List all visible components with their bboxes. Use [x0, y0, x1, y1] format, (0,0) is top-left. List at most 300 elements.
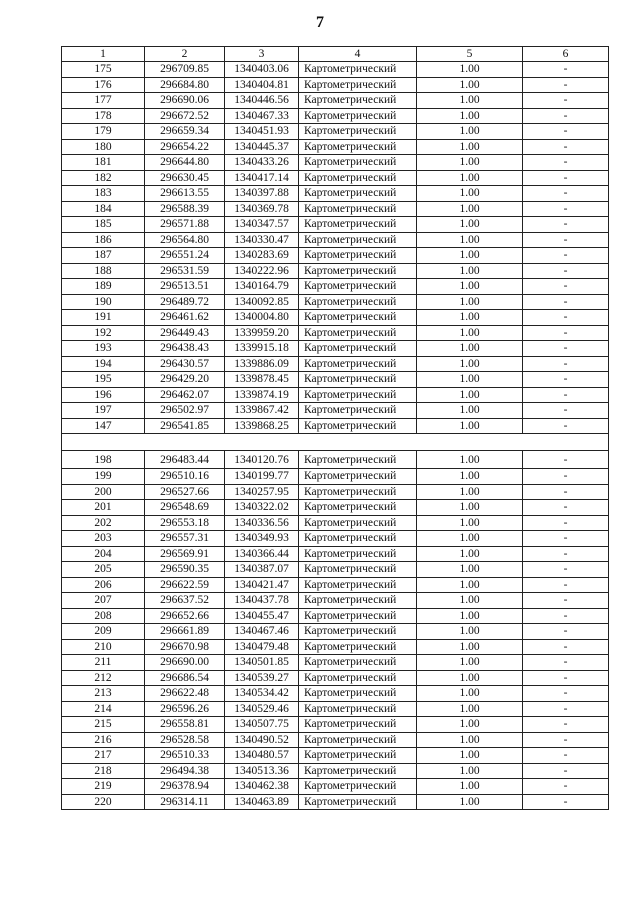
point-number-cell: 187	[62, 248, 145, 264]
table-row	[62, 217, 609, 233]
method-cell: Картометрический	[299, 186, 417, 202]
accuracy-cell: 1.00	[417, 310, 523, 326]
method-cell: Картометрический	[299, 387, 417, 403]
point-number-cell: 189	[62, 279, 145, 295]
accuracy-cell: 1.00	[417, 279, 523, 295]
y-coordinate-cell: 1340451.93	[225, 124, 299, 140]
point-number-cell: 176	[62, 77, 145, 93]
description-cell: -	[523, 93, 609, 109]
x-coordinate-cell: 296690.06	[145, 93, 225, 109]
accuracy-cell: 1.00	[417, 139, 523, 155]
table-row	[62, 325, 609, 341]
description-cell: -	[523, 341, 609, 357]
accuracy-cell: 1.00	[417, 500, 523, 516]
method-cell: Картометрический	[299, 794, 417, 810]
point-number-cell: 203	[62, 531, 145, 547]
accuracy-cell: 1.00	[417, 186, 523, 202]
method-cell: Картометрический	[299, 403, 417, 419]
description-cell: -	[523, 655, 609, 671]
description-cell: -	[523, 155, 609, 171]
method-cell: Картометрический	[299, 372, 417, 388]
y-coordinate-cell: 1339886.09	[225, 356, 299, 372]
point-number-cell: 182	[62, 170, 145, 186]
table-row	[62, 748, 609, 764]
x-coordinate-cell: 296659.34	[145, 124, 225, 140]
x-coordinate-cell: 296449.43	[145, 325, 225, 341]
x-coordinate-cell: 296438.43	[145, 341, 225, 357]
table-row	[62, 562, 609, 578]
method-cell: Картометрический	[299, 170, 417, 186]
table-row	[62, 794, 609, 810]
point-number-cell: 204	[62, 546, 145, 562]
x-coordinate-cell: 296541.85	[145, 418, 225, 434]
accuracy-cell: 1.00	[417, 341, 523, 357]
table-row	[62, 201, 609, 217]
description-cell: -	[523, 124, 609, 140]
method-cell: Картометрический	[299, 451, 417, 469]
x-coordinate-cell: 296690.00	[145, 655, 225, 671]
method-cell: Картометрический	[299, 248, 417, 264]
point-number-cell: 188	[62, 263, 145, 279]
accuracy-cell: 1.00	[417, 701, 523, 717]
table-row	[62, 484, 609, 500]
description-cell: -	[523, 717, 609, 733]
description-cell: -	[523, 263, 609, 279]
point-number-cell: 216	[62, 732, 145, 748]
method-cell: Картометрический	[299, 500, 417, 516]
table-header-row	[62, 47, 609, 62]
table-row	[62, 593, 609, 609]
table-row	[62, 155, 609, 171]
table-row	[62, 418, 609, 434]
point-number-cell: 186	[62, 232, 145, 248]
accuracy-cell: 1.00	[417, 794, 523, 810]
y-coordinate-cell: 1340330.47	[225, 232, 299, 248]
table-row	[62, 403, 609, 419]
x-coordinate-cell: 296513.51	[145, 279, 225, 295]
description-cell: -	[523, 186, 609, 202]
point-number-cell: 200	[62, 484, 145, 500]
y-coordinate-cell: 1340490.52	[225, 732, 299, 748]
y-coordinate-cell: 1340479.48	[225, 639, 299, 655]
accuracy-cell: 1.00	[417, 655, 523, 671]
method-cell: Картометрический	[299, 624, 417, 640]
point-number-cell: 207	[62, 593, 145, 609]
y-coordinate-cell: 1340421.47	[225, 577, 299, 593]
y-coordinate-cell: 1340446.56	[225, 93, 299, 109]
table-row	[62, 531, 609, 547]
description-cell: -	[523, 217, 609, 233]
description-cell: -	[523, 108, 609, 124]
method-cell: Картометрический	[299, 356, 417, 372]
point-number-cell: 193	[62, 341, 145, 357]
accuracy-cell: 1.00	[417, 763, 523, 779]
table-row	[62, 341, 609, 357]
y-coordinate-cell: 1340004.80	[225, 310, 299, 326]
method-cell: Картометрический	[299, 325, 417, 341]
point-number-cell: 210	[62, 639, 145, 655]
y-coordinate-cell: 1340403.06	[225, 62, 299, 78]
method-cell: Картометрический	[299, 577, 417, 593]
y-coordinate-cell: 1340529.46	[225, 701, 299, 717]
y-coordinate-cell: 1340480.57	[225, 748, 299, 764]
point-number-cell: 199	[62, 469, 145, 485]
point-number-cell: 202	[62, 515, 145, 531]
method-cell: Картометрический	[299, 717, 417, 733]
x-coordinate-cell: 296571.88	[145, 217, 225, 233]
description-cell: -	[523, 325, 609, 341]
point-number-cell: 181	[62, 155, 145, 171]
y-coordinate-cell: 1340397.88	[225, 186, 299, 202]
x-coordinate-cell: 296644.80	[145, 155, 225, 171]
accuracy-cell: 1.00	[417, 325, 523, 341]
accuracy-cell: 1.00	[417, 624, 523, 640]
y-coordinate-cell: 1340347.57	[225, 217, 299, 233]
accuracy-cell: 1.00	[417, 546, 523, 562]
method-cell: Картометрический	[299, 562, 417, 578]
point-number-cell: 195	[62, 372, 145, 388]
method-cell: Картометрический	[299, 484, 417, 500]
accuracy-cell: 1.00	[417, 155, 523, 171]
table-row	[62, 108, 609, 124]
description-cell: -	[523, 686, 609, 702]
method-cell: Картометрический	[299, 655, 417, 671]
x-coordinate-cell: 296494.38	[145, 763, 225, 779]
description-cell: -	[523, 484, 609, 500]
x-coordinate-cell: 296637.52	[145, 593, 225, 609]
accuracy-cell: 1.00	[417, 372, 523, 388]
y-coordinate-cell: 1340463.89	[225, 794, 299, 810]
table-row	[62, 717, 609, 733]
description-cell: -	[523, 732, 609, 748]
x-coordinate-cell: 296709.85	[145, 62, 225, 78]
method-cell: Картометрический	[299, 418, 417, 434]
accuracy-cell: 1.00	[417, 217, 523, 233]
x-coordinate-cell: 296531.59	[145, 263, 225, 279]
accuracy-cell: 1.00	[417, 469, 523, 485]
x-coordinate-cell: 296430.57	[145, 356, 225, 372]
point-number-cell: 206	[62, 577, 145, 593]
x-coordinate-cell: 296630.45	[145, 170, 225, 186]
point-number-cell: 212	[62, 670, 145, 686]
x-coordinate-cell: 296661.89	[145, 624, 225, 640]
coordinates-table	[61, 46, 609, 810]
x-coordinate-cell: 296483.44	[145, 451, 225, 469]
x-coordinate-cell: 296588.39	[145, 201, 225, 217]
point-number-cell: 185	[62, 217, 145, 233]
description-cell: -	[523, 139, 609, 155]
table-row	[62, 294, 609, 310]
method-cell: Картометрический	[299, 748, 417, 764]
description-cell: -	[523, 62, 609, 78]
x-coordinate-cell: 296670.98	[145, 639, 225, 655]
accuracy-cell: 1.00	[417, 670, 523, 686]
table-row	[62, 124, 609, 140]
x-coordinate-cell: 296551.24	[145, 248, 225, 264]
column-header: 6	[523, 47, 609, 62]
description-cell: -	[523, 356, 609, 372]
table-row	[62, 372, 609, 388]
description-cell: -	[523, 294, 609, 310]
y-coordinate-cell: 1340404.81	[225, 77, 299, 93]
column-header: 3	[225, 47, 299, 62]
y-coordinate-cell: 1340539.27	[225, 670, 299, 686]
method-cell: Картометрический	[299, 515, 417, 531]
method-cell: Картометрический	[299, 686, 417, 702]
description-cell: -	[523, 593, 609, 609]
x-coordinate-cell: 296548.69	[145, 500, 225, 516]
x-coordinate-cell: 296558.81	[145, 717, 225, 733]
table-row	[62, 62, 609, 78]
x-coordinate-cell: 296502.97	[145, 403, 225, 419]
point-number-cell: 213	[62, 686, 145, 702]
description-cell: -	[523, 577, 609, 593]
x-coordinate-cell: 296686.54	[145, 670, 225, 686]
column-header: 5	[417, 47, 523, 62]
description-cell: -	[523, 546, 609, 562]
method-cell: Картометрический	[299, 279, 417, 295]
x-coordinate-cell: 296622.48	[145, 686, 225, 702]
x-coordinate-cell: 296684.80	[145, 77, 225, 93]
accuracy-cell: 1.00	[417, 356, 523, 372]
description-cell: -	[523, 779, 609, 795]
point-number-cell: 190	[62, 294, 145, 310]
description-cell: -	[523, 310, 609, 326]
table-row	[62, 356, 609, 372]
point-number-cell: 217	[62, 748, 145, 764]
table-row	[62, 763, 609, 779]
accuracy-cell: 1.00	[417, 639, 523, 655]
point-number-cell: 175	[62, 62, 145, 78]
y-coordinate-cell: 1340513.36	[225, 763, 299, 779]
point-number-cell: 194	[62, 356, 145, 372]
point-number-cell: 205	[62, 562, 145, 578]
table-row	[62, 670, 609, 686]
y-coordinate-cell: 1339874.19	[225, 387, 299, 403]
table-row	[62, 732, 609, 748]
description-cell: -	[523, 701, 609, 717]
y-coordinate-cell: 1340366.44	[225, 546, 299, 562]
x-coordinate-cell: 296557.31	[145, 531, 225, 547]
point-number-cell: 215	[62, 717, 145, 733]
table-row	[62, 701, 609, 717]
accuracy-cell: 1.00	[417, 62, 523, 78]
point-number-cell: 180	[62, 139, 145, 155]
method-cell: Картометрический	[299, 155, 417, 171]
y-coordinate-cell: 1340283.69	[225, 248, 299, 264]
description-cell: -	[523, 248, 609, 264]
y-coordinate-cell: 1340369.78	[225, 201, 299, 217]
x-coordinate-cell: 296672.52	[145, 108, 225, 124]
description-cell: -	[523, 624, 609, 640]
table-row	[62, 546, 609, 562]
method-cell: Картометрический	[299, 469, 417, 485]
x-coordinate-cell: 296528.58	[145, 732, 225, 748]
description-cell: -	[523, 794, 609, 810]
description-cell: -	[523, 418, 609, 434]
accuracy-cell: 1.00	[417, 686, 523, 702]
method-cell: Картометрический	[299, 201, 417, 217]
description-cell: -	[523, 77, 609, 93]
method-cell: Картометрический	[299, 294, 417, 310]
block-separator-row	[62, 434, 609, 451]
description-cell: -	[523, 670, 609, 686]
point-number-cell: 219	[62, 779, 145, 795]
method-cell: Картометрический	[299, 232, 417, 248]
description-cell: -	[523, 387, 609, 403]
method-cell: Картометрический	[299, 93, 417, 109]
description-cell: -	[523, 748, 609, 764]
method-cell: Картометрический	[299, 763, 417, 779]
table-row	[62, 779, 609, 795]
table-row	[62, 310, 609, 326]
y-coordinate-cell: 1340199.77	[225, 469, 299, 485]
method-cell: Картометрический	[299, 779, 417, 795]
accuracy-cell: 1.00	[417, 732, 523, 748]
method-cell: Картометрический	[299, 108, 417, 124]
description-cell: -	[523, 500, 609, 516]
y-coordinate-cell: 1340387.07	[225, 562, 299, 578]
x-coordinate-cell: 296314.11	[145, 794, 225, 810]
y-coordinate-cell: 1340455.47	[225, 608, 299, 624]
accuracy-cell: 1.00	[417, 608, 523, 624]
method-cell: Картометрический	[299, 732, 417, 748]
method-cell: Картометрический	[299, 310, 417, 326]
x-coordinate-cell: 296429.20	[145, 372, 225, 388]
description-cell: -	[523, 515, 609, 531]
point-number-cell: 214	[62, 701, 145, 717]
method-cell: Картометрический	[299, 217, 417, 233]
y-coordinate-cell: 1340257.95	[225, 484, 299, 500]
method-cell: Картометрический	[299, 77, 417, 93]
accuracy-cell: 1.00	[417, 779, 523, 795]
table-row	[62, 577, 609, 593]
point-number-cell: 208	[62, 608, 145, 624]
point-number-cell: 211	[62, 655, 145, 671]
x-coordinate-cell: 296462.07	[145, 387, 225, 403]
accuracy-cell: 1.00	[417, 124, 523, 140]
x-coordinate-cell: 296622.59	[145, 577, 225, 593]
method-cell: Картометрический	[299, 139, 417, 155]
y-coordinate-cell: 1340437.78	[225, 593, 299, 609]
x-coordinate-cell: 296613.55	[145, 186, 225, 202]
table-body	[62, 47, 609, 810]
accuracy-cell: 1.00	[417, 248, 523, 264]
description-cell: -	[523, 232, 609, 248]
y-coordinate-cell: 1339867.42	[225, 403, 299, 419]
point-number-cell: 218	[62, 763, 145, 779]
description-cell: -	[523, 403, 609, 419]
y-coordinate-cell: 1339878.45	[225, 372, 299, 388]
accuracy-cell: 1.00	[417, 77, 523, 93]
description-cell: -	[523, 372, 609, 388]
y-coordinate-cell: 1340445.37	[225, 139, 299, 155]
point-number-cell: 178	[62, 108, 145, 124]
table-row	[62, 515, 609, 531]
x-coordinate-cell: 296510.33	[145, 748, 225, 764]
x-coordinate-cell: 296596.26	[145, 701, 225, 717]
accuracy-cell: 1.00	[417, 232, 523, 248]
table-row	[62, 469, 609, 485]
point-number-cell: 183	[62, 186, 145, 202]
y-coordinate-cell: 1339915.18	[225, 341, 299, 357]
x-coordinate-cell: 296652.66	[145, 608, 225, 624]
description-cell: -	[523, 639, 609, 655]
table-row	[62, 608, 609, 624]
y-coordinate-cell: 1340164.79	[225, 279, 299, 295]
y-coordinate-cell: 1339868.25	[225, 418, 299, 434]
table-row	[62, 624, 609, 640]
x-coordinate-cell: 296590.35	[145, 562, 225, 578]
accuracy-cell: 1.00	[417, 403, 523, 419]
accuracy-cell: 1.00	[417, 451, 523, 469]
x-coordinate-cell: 296510.16	[145, 469, 225, 485]
table-row	[62, 170, 609, 186]
accuracy-cell: 1.00	[417, 484, 523, 500]
y-coordinate-cell: 1340092.85	[225, 294, 299, 310]
point-number-cell: 191	[62, 310, 145, 326]
table-row	[62, 77, 609, 93]
x-coordinate-cell: 296654.22	[145, 139, 225, 155]
description-cell: -	[523, 279, 609, 295]
method-cell: Картометрический	[299, 124, 417, 140]
column-header: 4	[299, 47, 417, 62]
table-row	[62, 232, 609, 248]
table-row	[62, 93, 609, 109]
point-number-cell: 197	[62, 403, 145, 419]
y-coordinate-cell: 1340467.33	[225, 108, 299, 124]
accuracy-cell: 1.00	[417, 717, 523, 733]
method-cell: Картометрический	[299, 263, 417, 279]
accuracy-cell: 1.00	[417, 108, 523, 124]
description-cell: -	[523, 763, 609, 779]
accuracy-cell: 1.00	[417, 748, 523, 764]
table-row	[62, 186, 609, 202]
table-row	[62, 139, 609, 155]
method-cell: Картометрический	[299, 639, 417, 655]
point-number-cell: 201	[62, 500, 145, 516]
accuracy-cell: 1.00	[417, 263, 523, 279]
method-cell: Картометрический	[299, 670, 417, 686]
table-row	[62, 387, 609, 403]
accuracy-cell: 1.00	[417, 170, 523, 186]
accuracy-cell: 1.00	[417, 294, 523, 310]
x-coordinate-cell: 296378.94	[145, 779, 225, 795]
y-coordinate-cell: 1340349.93	[225, 531, 299, 547]
table-row	[62, 451, 609, 469]
y-coordinate-cell: 1340322.02	[225, 500, 299, 516]
table-row	[62, 248, 609, 264]
accuracy-cell: 1.00	[417, 531, 523, 547]
method-cell: Картометрический	[299, 608, 417, 624]
point-number-cell: 184	[62, 201, 145, 217]
description-cell: -	[523, 562, 609, 578]
y-coordinate-cell: 1340467.46	[225, 624, 299, 640]
point-number-cell: 196	[62, 387, 145, 403]
y-coordinate-cell: 1340417.14	[225, 170, 299, 186]
x-coordinate-cell: 296569.91	[145, 546, 225, 562]
accuracy-cell: 1.00	[417, 577, 523, 593]
accuracy-cell: 1.00	[417, 515, 523, 531]
method-cell: Картометрический	[299, 62, 417, 78]
method-cell: Картометрический	[299, 546, 417, 562]
table-row	[62, 500, 609, 516]
description-cell: -	[523, 170, 609, 186]
table-row	[62, 279, 609, 295]
description-cell: -	[523, 451, 609, 469]
description-cell: -	[523, 201, 609, 217]
y-coordinate-cell: 1340534.42	[225, 686, 299, 702]
